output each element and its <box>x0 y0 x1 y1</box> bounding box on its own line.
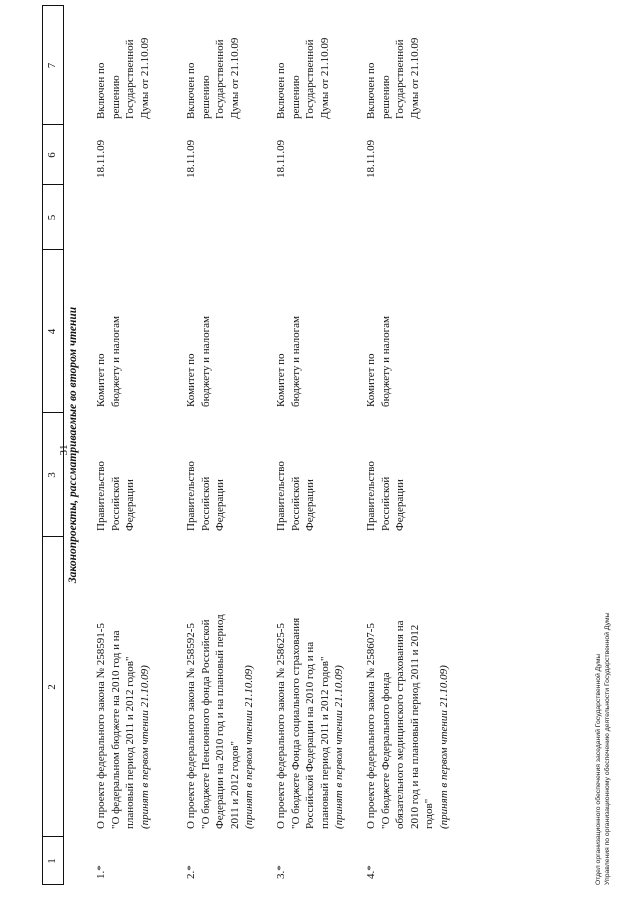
row-number: 2.* <box>185 865 197 879</box>
column-number-2: 2 <box>46 684 58 690</box>
status-line: Думы от 21.10.09 <box>318 37 331 119</box>
bill-title <box>364 539 451 829</box>
committee-line: бюджету и налогам <box>289 316 302 407</box>
date: 18.11.09 <box>185 139 197 178</box>
status-line: решению <box>199 75 212 119</box>
row-number: 1.* <box>95 865 107 879</box>
table-row <box>184 5 268 885</box>
author-line: Российской <box>199 476 212 531</box>
status-line: Включен по <box>275 62 287 119</box>
bill-author <box>274 421 318 531</box>
status-line: Включен по <box>185 62 197 119</box>
reading-note: (принят в первом чтении 21.10.09) <box>333 665 345 829</box>
bill-title-line: О проекте федерального закона № 258607-5 <box>365 623 377 829</box>
status-line: Думы от 21.10.09 <box>228 37 241 119</box>
status-line: Государственной <box>214 39 226 119</box>
reading-note: (принят в первом чтении 21.10.09) <box>243 665 255 829</box>
author-line: Правительство <box>95 461 107 531</box>
author-line: Федерации <box>124 479 136 531</box>
status-line: Думы от 21.10.09 <box>408 37 421 119</box>
bill-title-line: О проекте федерального закона № 258592-5 <box>185 623 197 829</box>
status-line: Государственной <box>394 39 406 119</box>
inclusion-status <box>94 9 152 119</box>
bill-title-line: Федерации на 2010 год и на плановый период <box>214 614 226 829</box>
responsible-committee <box>274 257 303 407</box>
inclusion-status <box>184 9 242 119</box>
agenda-table <box>42 5 457 885</box>
table-row <box>274 5 358 885</box>
bill-title-line: плановый период 2011 и 2012 годов" <box>318 656 331 829</box>
bill-title-line: обязательного медицинского страхования на <box>394 620 406 829</box>
status-line: решению <box>289 75 302 119</box>
column-number-4: 4 <box>46 328 58 335</box>
footer-line: Отдел организационного обеспечения заседаний Государственной Думы <box>595 653 602 885</box>
column-number-3: 3 <box>46 472 58 478</box>
committee-line: бюджету и налогам <box>199 316 212 407</box>
status-line: Государственной <box>304 39 316 119</box>
column-number-5: 5 <box>46 214 58 221</box>
row-number: 3.* <box>275 865 287 879</box>
responsible-committee <box>94 257 123 407</box>
page-footer <box>594 525 634 885</box>
status-line: Государственной <box>124 39 136 119</box>
bill-title <box>94 539 152 829</box>
status-line: Включен по <box>95 62 107 119</box>
date: 18.11.09 <box>275 139 287 178</box>
committee-line: Комитет по <box>95 353 107 407</box>
author-line: Правительство <box>275 461 287 531</box>
section-title: Законопроекты, рассматриваемые во втором чтении <box>67 306 79 584</box>
bill-title-line: 2011 и 2012 годов" <box>228 741 241 829</box>
bill-title-line: плановый период 2011 и 2012 годов" <box>124 656 136 829</box>
bill-title <box>274 539 347 829</box>
author-line: Федерации <box>394 479 406 531</box>
responsible-committee <box>364 257 393 407</box>
committee-line: Комитет по <box>275 353 287 407</box>
bill-title-line: 2010 год и на плановый период 2011 и 2012 <box>408 624 421 829</box>
author-line: Российской <box>109 476 122 531</box>
reading-note: (принят в первом чтении 21.10.09) <box>138 665 151 829</box>
table-row <box>364 5 448 885</box>
bill-author <box>94 421 138 531</box>
bill-title-line: годов" <box>423 798 435 829</box>
bill-author <box>364 421 408 531</box>
inclusion-status <box>364 9 422 119</box>
footer-line: Управления по организационному обеспечению деятельности Государственной Думы <box>604 612 611 885</box>
author-line: Российской <box>379 476 392 531</box>
bill-author <box>184 421 228 531</box>
status-line: решению <box>109 75 122 119</box>
inclusion-status <box>274 9 332 119</box>
status-line: Думы от 21.10.09 <box>138 37 151 119</box>
author-line: Российской <box>289 476 302 531</box>
committee-line: Комитет по <box>185 353 197 407</box>
row-number: 4.* <box>365 865 377 879</box>
bill-title-line: О проекте федерального закона № 258591-5 <box>95 623 107 829</box>
responsible-committee <box>184 257 213 407</box>
bill-title-line: О проекте федерального закона № 258625-5 <box>275 623 287 829</box>
committee-line: бюджету и налогам <box>379 316 392 407</box>
bill-title-line: "О бюджете Фонда социального страхования <box>289 617 302 829</box>
reading-note: (принят в первом чтении 21.10.09) <box>437 665 450 829</box>
column-number-6: 6 <box>46 152 58 158</box>
author-line: Правительство <box>365 461 377 531</box>
table-row <box>94 5 178 885</box>
column-number-7: 7 <box>46 62 58 69</box>
author-line: Правительство <box>185 461 197 531</box>
page-number: 31 <box>58 444 70 456</box>
date: 18.11.09 <box>95 139 107 178</box>
header-bottom-border <box>63 5 64 885</box>
table-top-border <box>42 5 43 885</box>
committee-line: Комитет по <box>365 353 377 407</box>
bill-title-line: "О федеральном бюджете на 2010 год и на <box>109 630 122 829</box>
date: 18.11.09 <box>365 139 377 178</box>
committee-line: бюджету и налогам <box>109 316 122 407</box>
status-line: решению <box>379 75 392 119</box>
bill-title-line: "О бюджете Пенсионного фонда Российской <box>199 619 212 829</box>
status-line: Включен по <box>365 62 377 119</box>
bill-title-line: "О бюджете Федерального фонда <box>379 672 392 829</box>
author-line: Федерации <box>214 479 226 531</box>
bill-title-line: Российской Федерации на 2010 год и на <box>304 641 316 829</box>
author-line: Федерации <box>304 479 316 531</box>
bill-title <box>184 539 257 829</box>
column-number-1: 1 <box>46 858 58 864</box>
